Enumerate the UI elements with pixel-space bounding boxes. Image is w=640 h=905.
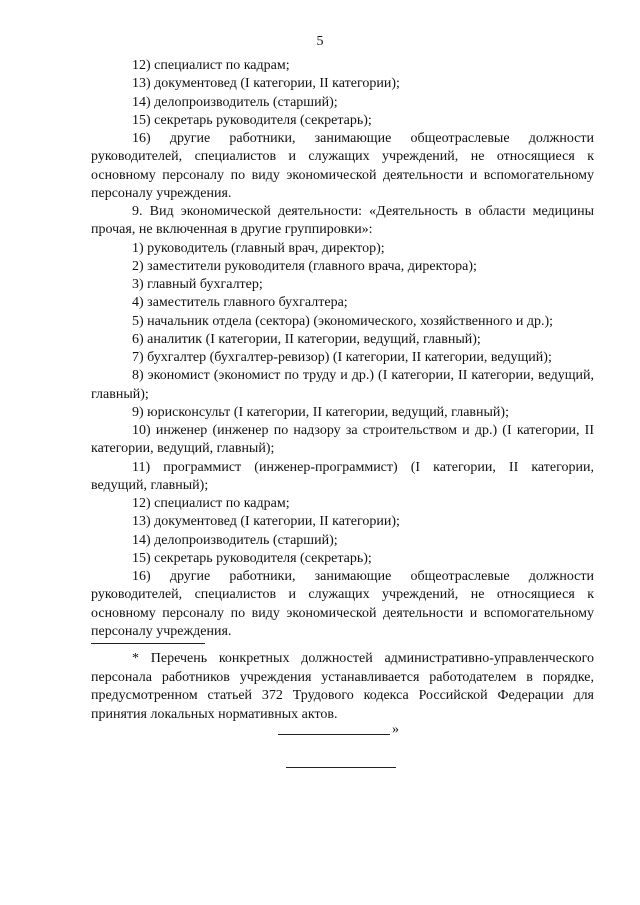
list-item: 4) заместитель главного бухгалтера; xyxy=(132,295,348,311)
page-number: 5 xyxy=(316,34,324,49)
list-item: 6) аналитик (I категории, II категории, ведущий, главный); xyxy=(132,331,481,347)
closing-quote: » xyxy=(392,722,399,737)
list-item: 2) заместители руководителя (главного врача, директора); xyxy=(132,258,477,274)
end-rule xyxy=(286,767,396,768)
list-item: 16) другие работники, занимающие общеотраслевые должности руководителей, специалистов и служащих учреждений, не относящиеся к основному персоналу по виду экономической деятельности и вспомогательному персоналу учреждения. xyxy=(91,569,594,639)
list-item: 13) документовед (I категории, II категории); xyxy=(132,76,400,92)
list-item: 16) другие работники, занимающие общеотраслевые должности руководителей, специалистов и служащих учреждений, не относящиеся к основному персоналу по виду экономической деятельности и вспомогательному персоналу учреждения. xyxy=(91,131,594,201)
footnote-text: * Перечень конкретных должностей административно-управленческого персонала работников учреждения устанавливается работодателем в порядке, предусмотренном статьей 372 Трудового кодекса Российской Федерации для принятия локальных нормативных актов. xyxy=(91,651,594,722)
footnote-separator xyxy=(91,643,205,644)
list-item: 5) начальник отдела (сектора) (экономического, хозяйственного и др.); xyxy=(132,313,554,329)
list-item: 11) программист (инженер-программист) (I категории, II категории, ведущий, главный); xyxy=(91,459,594,493)
document-body xyxy=(91,57,594,641)
list-item: 15) секретарь руководителя (секретарь); xyxy=(132,550,372,566)
list-item: 12) специалист по кадрам; xyxy=(132,496,290,511)
list-item: 15) секретарь руководителя (секретарь); xyxy=(132,112,372,128)
list-item: 14) делопроизводитель (старший); xyxy=(132,532,338,548)
list-item: 10) инженер (инженер по надзору за строительством и др.) (I категории, II категории, ведущий, главный); xyxy=(91,423,594,457)
list-item: 14) делопроизводитель (старший); xyxy=(132,94,338,110)
closing-blank-line xyxy=(278,734,390,735)
list-item: 8) экономист (экономист по труду и др.) (I категории, II категории, ведущий, главный); xyxy=(91,368,594,402)
section-heading: 9. Вид экономической деятельности: «Деятельность в области медицины прочая, не включенная в другие группировки»: xyxy=(91,204,594,238)
list-item: 9) юрисконсульт (I категории, II категории, ведущий, главный); xyxy=(132,404,509,420)
closing-mark xyxy=(278,721,408,739)
list-item: 12) специалист по кадрам; xyxy=(132,58,290,73)
list-item: 7) бухгалтер (бухгалтер-ревизор) (I категории, II категории, ведущий); xyxy=(132,350,552,365)
list-item: 3) главный бухгалтер; xyxy=(132,277,263,292)
list-item: 13) документовед (I категории, II категории); xyxy=(132,514,400,530)
list-item: 1) руководитель (главный врач, директор); xyxy=(132,240,385,256)
footnote xyxy=(91,650,594,724)
